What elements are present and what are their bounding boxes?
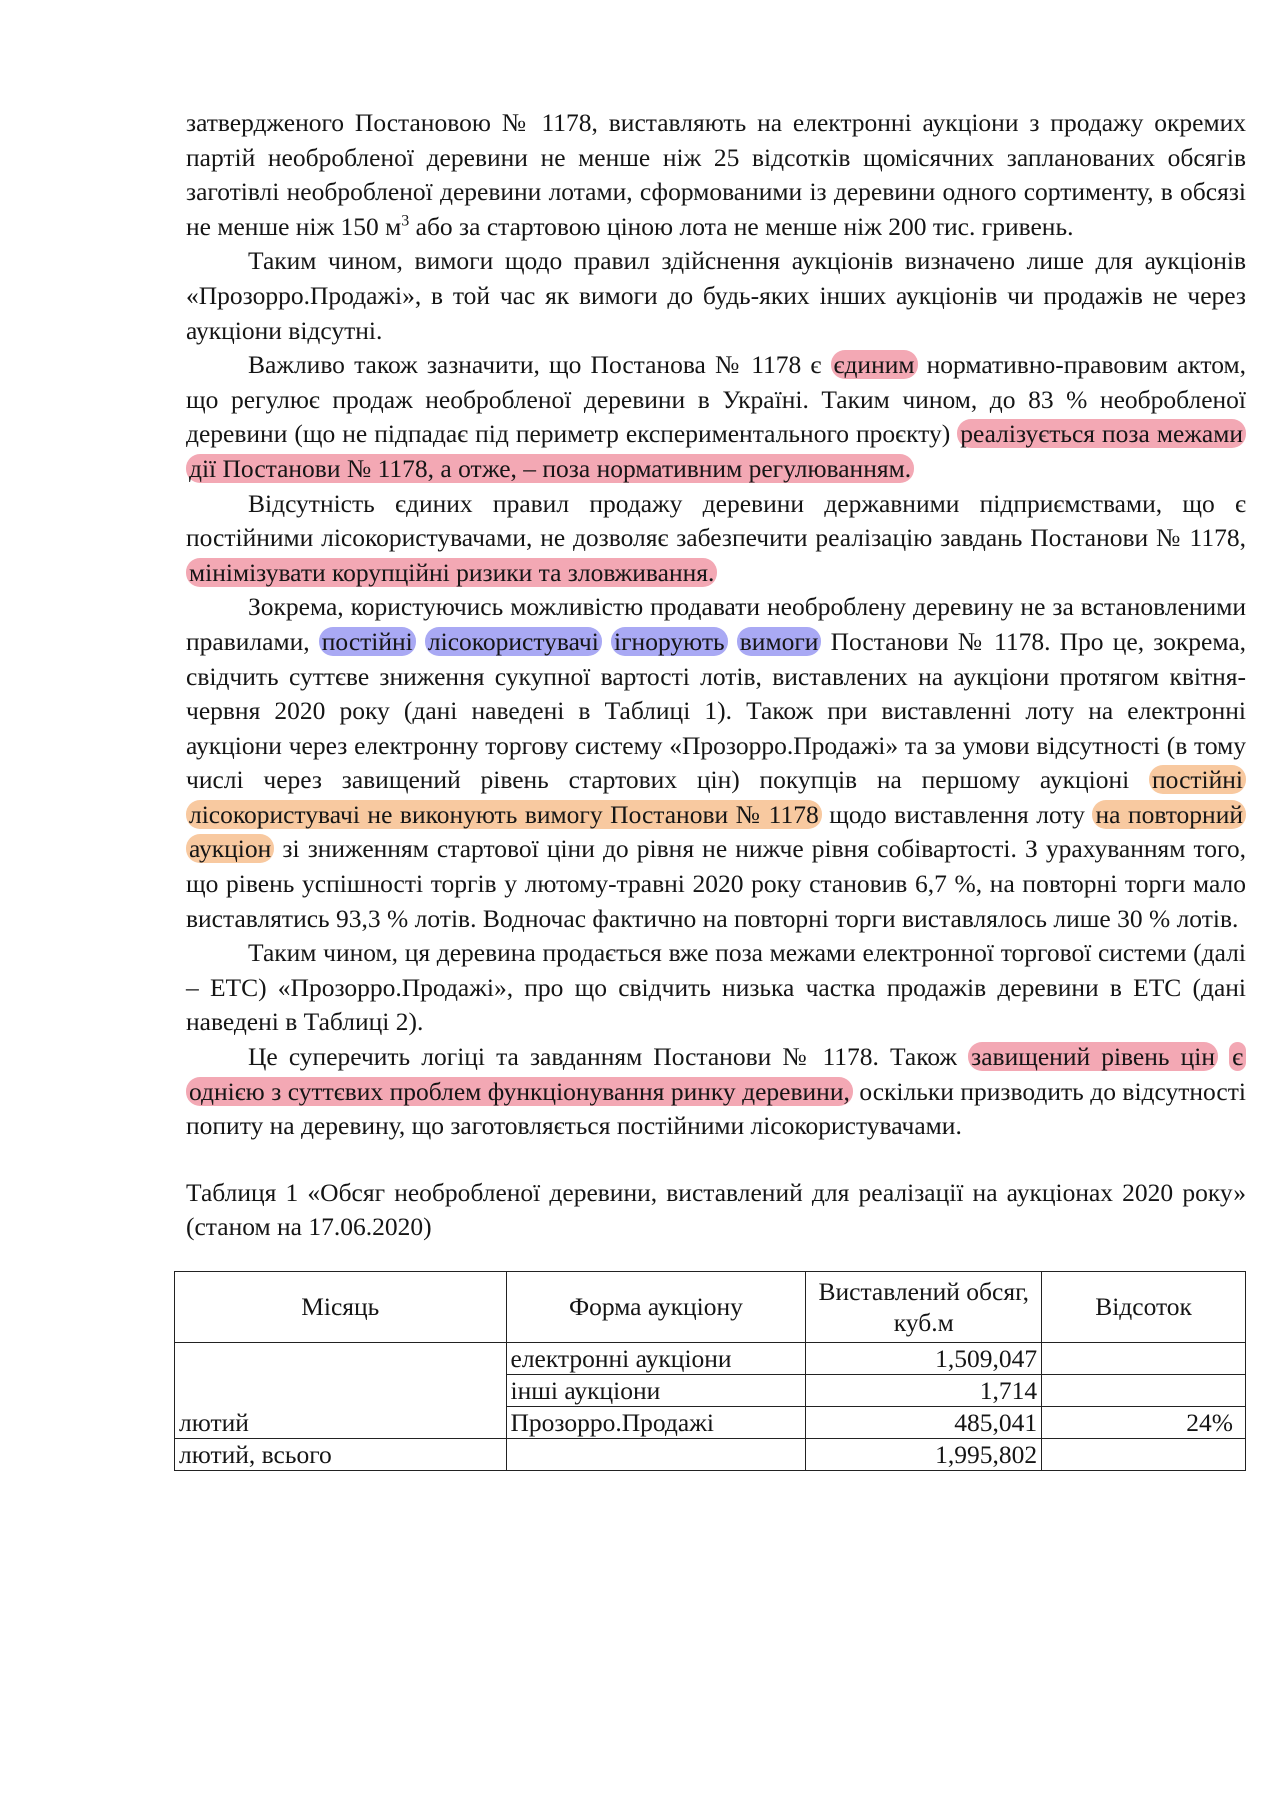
paragraph-3-text-2: нормативно-правовим актом, що регулює продаж необробленої деревини в Україні. Таким чином, до 83 % необробленої деревини (що не підпадає під периметр експериментального проєкту) bbox=[186, 350, 1246, 449]
percent-cell bbox=[1042, 1342, 1246, 1374]
volume-cell: 485,041 bbox=[806, 1406, 1042, 1438]
paragraph-5-text: Зокрема, користуючись можливістю продавати необроблену деревину не за встановленими правилами, bbox=[186, 592, 1246, 656]
paragraph-4-text: Відсутність єдиних правил продажу деревини державними підприємствами, що є постійними лісокористувачами, не дозволяє забезпечити реалізацію завдань Постанови № 1178, bbox=[186, 488, 1246, 553]
form-cell bbox=[506, 1438, 806, 1470]
volume-table bbox=[174, 1271, 1246, 1471]
table-caption: Таблиця 1 «Обсяг необробленої деревини, виставлений для реалізації на аукціонах 2020 року» (станом на 17.06.2020) bbox=[186, 1177, 1246, 1242]
highlight-blue: вимоги bbox=[737, 627, 822, 656]
paragraph-3 bbox=[186, 348, 1246, 486]
percent-cell bbox=[1042, 1374, 1246, 1406]
superscript: 3 bbox=[401, 212, 410, 230]
paragraph-5 bbox=[186, 590, 1246, 936]
volume-cell: 1,995,802 bbox=[806, 1438, 1042, 1470]
table-row bbox=[175, 1342, 1246, 1374]
form-cell: електронні аукціони bbox=[506, 1342, 806, 1374]
column-header-volume: Виставлений обсяг, куб.м bbox=[806, 1271, 1042, 1342]
table-row bbox=[175, 1438, 1246, 1470]
paragraph-4 bbox=[186, 487, 1246, 591]
highlight-pink: єдиним bbox=[831, 350, 918, 379]
percent-cell bbox=[1042, 1438, 1246, 1470]
highlight-blue: лісокористувачі bbox=[425, 627, 602, 656]
form-cell: Прозорро.Продажі bbox=[506, 1406, 806, 1438]
highlight-pink: завищений рівень цін bbox=[968, 1042, 1218, 1071]
highlight-blue: постійні bbox=[319, 627, 416, 656]
paragraph-7-text-3: оскільки призводить до відсутності попиту на деревину, що заготовляється постійними лісокористувачами. bbox=[186, 1076, 1246, 1141]
highlight-pink: реалізується поза межами дії Постанови № 1178, а отже, – поза нормативним регулюванням. bbox=[186, 419, 1246, 483]
paragraph-7 bbox=[186, 1040, 1246, 1144]
month-cell: лютий, всього bbox=[175, 1438, 507, 1470]
percent-cell: 24% bbox=[1042, 1406, 1246, 1438]
space bbox=[1218, 1042, 1229, 1071]
volume-cell: 1,509,047 bbox=[806, 1342, 1042, 1374]
paragraph-1-text: затвердженого Постановою № 1178, виставляють на електронні аукціони з продажу окремих партій необробленої деревини не менше ніж 25 відсотків щомісячних запланованих обсягів заготівлі необробленої деревини лотами, сформованими із деревини одного сортименту, в обсязі не менше ніж 150 м bbox=[186, 108, 1246, 241]
paragraph-7-text: Це суперечить логіці та завданням Постанови № 1178. Також bbox=[248, 1042, 969, 1072]
paragraph-5-text-4: зі зниженням стартової ціни до рівня не нижче рівня собівартості. З урахуванням того, що рівень успішності торгів у лютому-травні 2020 року становив 6,7 %, на повторні торги мало виставлятись 93,3 % лотів. Водночас фактично на повторні торги виставлялось лише 30 % лотів. bbox=[186, 834, 1246, 933]
paragraph-1-text-end: або за стартовою ціною лота не менше ніж 200 тис. гривень. bbox=[409, 211, 1074, 241]
highlight-pink: є однією з суттєвих проблем функціонування ринку деревини, bbox=[186, 1042, 1246, 1106]
paragraph-6: Таким чином, ця деревина продається вже поза межами електронної торгової системи (далі – ЕТС) «Прозорро.Продажі», про що свідчить низька частка продажів деревини в ЕТС (дані наведені в Таблиці 2). bbox=[186, 938, 1246, 1037]
paragraph-1 bbox=[186, 106, 1246, 244]
highlight-orange: на повторний аукціон bbox=[186, 800, 1246, 864]
highlight-orange: постійні лісокористувачі не виконують вимогу Постанови № 1178 bbox=[186, 765, 1246, 829]
form-cell: інші аукціони bbox=[506, 1374, 806, 1406]
column-header-month: Місяць bbox=[175, 1271, 507, 1342]
paragraph-5-text-2: Постанови № 1178. Про це, зокрема, свідчить суттєве зниження сукупної вартості лотів, виставлених на аукціони протягом квітня-червня 2020 року (дані наведені в Таблиці 1). Також при виставленні лоту на електронні аукціони через електронну торгову систему «Прозорро.Продажі» та за умови відсутності (в тому числі через завищений рівень стартових цін) покупців на першому аукціоні bbox=[186, 626, 1247, 795]
paragraph-5-text-3: щодо виставлення лоту bbox=[821, 799, 1093, 829]
highlight-pink: мінімізувати корупційні ризики та зловживання. bbox=[186, 558, 717, 587]
highlight-blue: ігнорують bbox=[611, 627, 728, 656]
month-cell: лютий bbox=[175, 1342, 507, 1438]
column-header-form: Форма аукціону bbox=[506, 1271, 806, 1342]
volume-cell: 1,714 bbox=[806, 1374, 1042, 1406]
paragraph-2: Таким чином, вимоги щодо правил здійснення аукціонів визначено лише для аукціонів «Прозорро.Продажі», в той час як вимоги до будь-яких інших аукціонів чи продажів не через аукціони відсутні. bbox=[186, 246, 1246, 345]
document-page bbox=[179, 106, 1247, 1469]
paragraph-3-text: Важливо також зазначити, що Постанова № 1178 є bbox=[248, 350, 831, 380]
column-header-percent: Відсоток bbox=[1042, 1271, 1246, 1342]
table-header-row bbox=[175, 1271, 1246, 1342]
